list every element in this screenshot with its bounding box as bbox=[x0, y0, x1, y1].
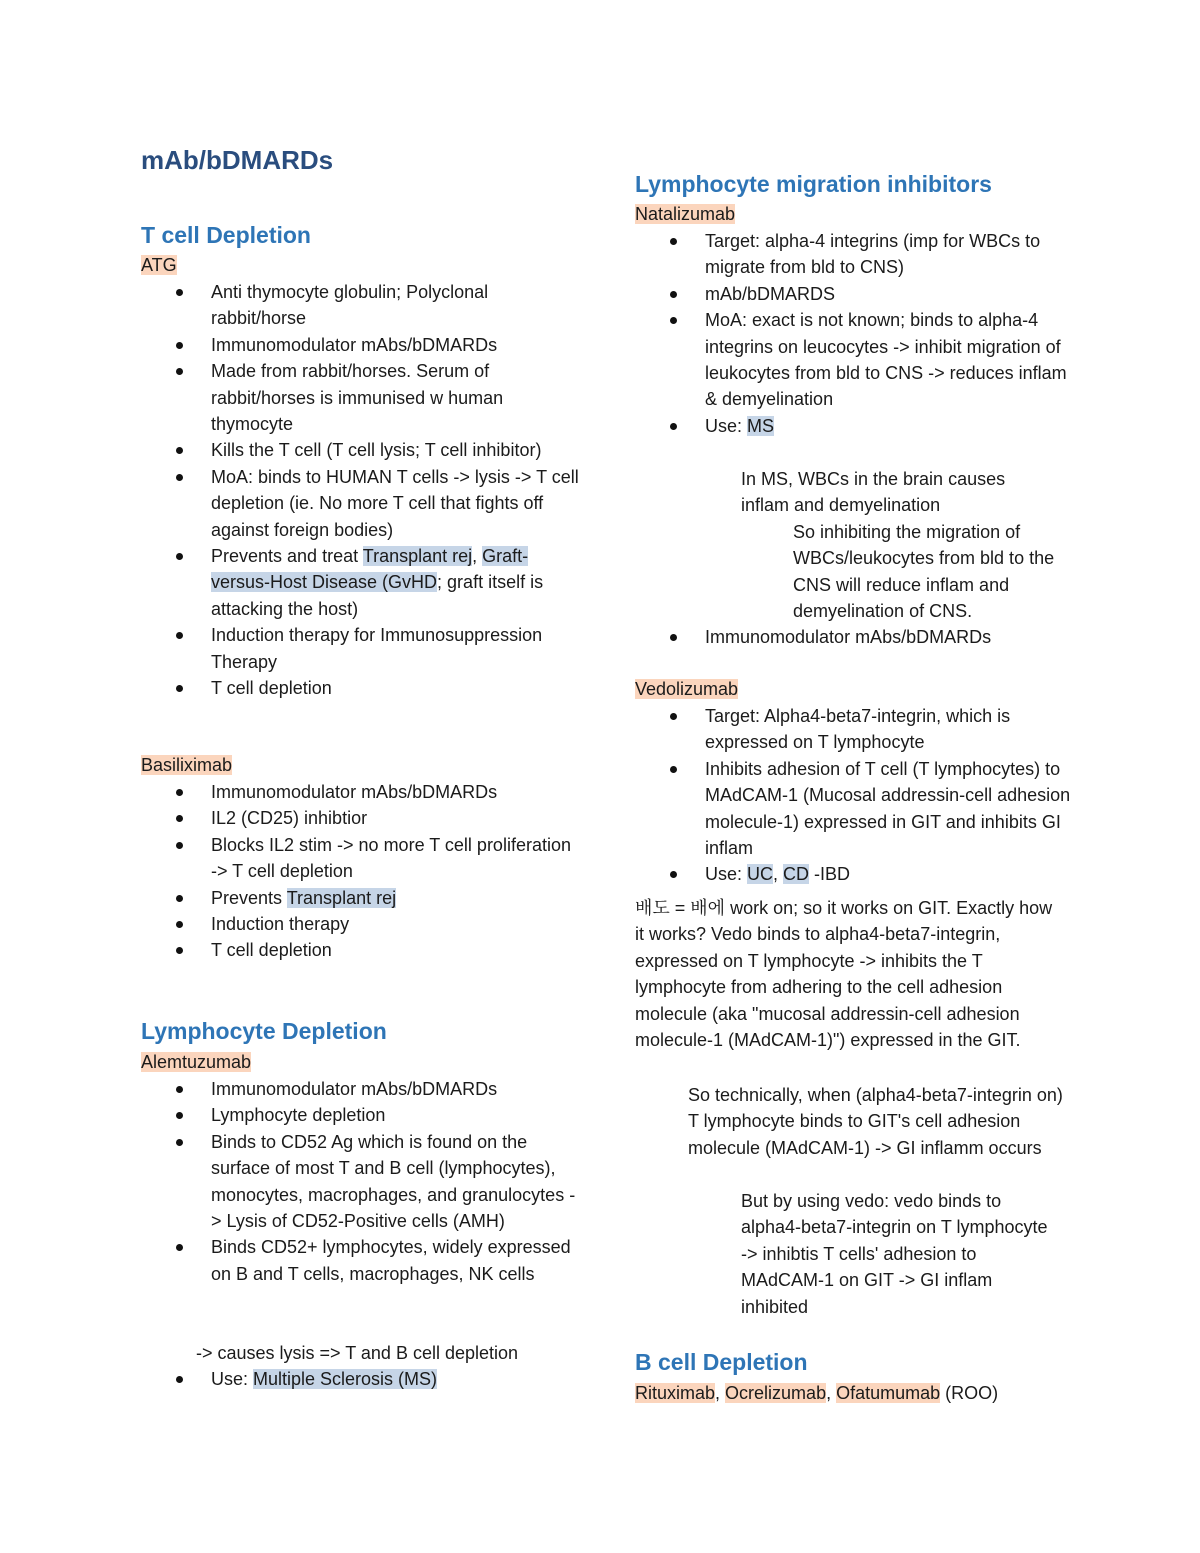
text: Prevents and treat bbox=[211, 546, 363, 567]
list-item: MoA: exact is not known; binds to alpha-4 integrins on leucocytes -> inhibit migration of leukocytes from bld to CNS -> reduces inflam & demyelination bbox=[635, 307, 1075, 413]
list-item: Binds CD52+ lymphocytes, widely expressed on B and T cells, macrophages, NK cells bbox=[141, 1234, 581, 1287]
drug-natalizumab bbox=[635, 201, 735, 227]
vedolizumab-explanation-2: So technically, when (alpha4-beta7-integrin on) T lymphocyte binds to GIT's cell adhesion molecule (MAdCAM-1) -> GI inflamm occurs bbox=[688, 1085, 1063, 1158]
list-item: Target: alpha-4 integrins (imp for WBCs to migrate from bld to CNS) bbox=[635, 228, 1075, 281]
list-item: Made from rabbit/horses. Serum of rabbit/horses is immunised w human thymocyte bbox=[141, 358, 581, 437]
drug-name: Basiliximab bbox=[141, 755, 233, 775]
vedolizumab-list bbox=[635, 703, 1075, 888]
natalizumab-list-end bbox=[635, 624, 1075, 650]
text: Prevents bbox=[211, 887, 287, 908]
list-item: Anti thymocyte globulin; Polyclonal rabbit/horse bbox=[141, 279, 581, 332]
highlight: Graft-versus-Host Disease (GvHD bbox=[211, 546, 529, 593]
basiliximab-list bbox=[141, 779, 581, 964]
drug-name: Vedolizumab bbox=[635, 679, 739, 699]
highlight: Transplant rej bbox=[362, 546, 473, 567]
alemtuzumab-use-list bbox=[141, 1366, 581, 1392]
heading-b-cell-depletion: B cell Depletion bbox=[635, 1349, 808, 1375]
list-item: Blocks IL2 stim -> no more T cell proliferation -> T cell depletion bbox=[141, 832, 581, 885]
alemtuzumab-continuation: -> causes lysis => T and B cell depletion bbox=[196, 1343, 519, 1363]
list-item-use bbox=[141, 1366, 581, 1392]
b-cell-drugs bbox=[635, 1380, 998, 1406]
list-item: Target: Alpha4-beta7-integrin, which is expressed on T lymphocyte bbox=[635, 703, 1075, 756]
list-item: Induction therapy bbox=[141, 911, 581, 937]
list-item: Lymphocyte depletion bbox=[141, 1102, 581, 1128]
list-item: IL2 (CD25) inhibtior bbox=[141, 805, 581, 831]
alemtuzumab-list bbox=[141, 1076, 581, 1287]
text: ; graft itself is attacking the host) bbox=[211, 572, 544, 619]
text: Use: bbox=[705, 415, 748, 436]
drug-atg bbox=[141, 252, 177, 278]
heading-t-cell-depletion: T cell Depletion bbox=[141, 222, 311, 248]
drug-alemtuzumab bbox=[141, 1049, 251, 1075]
list-item: T cell depletion bbox=[141, 675, 581, 701]
text: (ROO) bbox=[940, 1383, 999, 1403]
list-item: MoA: binds to HUMAN T cells -> lysis -> T cell depletion (ie. No more T cell that fights off against foreign bodies) bbox=[141, 464, 581, 543]
text: -IBD bbox=[809, 864, 851, 885]
highlight: CD bbox=[783, 864, 810, 885]
text: Use: bbox=[705, 864, 748, 885]
drug-basiliximab bbox=[141, 752, 232, 778]
natalizumab-list bbox=[635, 228, 1075, 439]
list-item: Immunomodulator mAbs/bDMARDs bbox=[141, 1076, 581, 1102]
vedolizumab-explanation: 배도 = 배에 work on; so it works on GIT. Exactly how it works? Vedo binds to alpha4-beta7-integrin, expressed on T lymphocyte -> inhibits the T lymphocyte from adhering to the cell adhesion molecule (aka "mucosal addressin-cell adhesion molecule-1 (MAdCAM-1)") expressed in the GIT. bbox=[635, 898, 1053, 1051]
list-item: Immunomodulator mAbs/bDMARDs bbox=[141, 779, 581, 805]
highlight: MS bbox=[747, 415, 775, 436]
list-item-prevents bbox=[141, 543, 581, 622]
vedolizumab-explanation-3: But by using vedo: vedo binds to alpha4-beta7-integrin on T lymphocyte -> inhibtis T cells' adhesion to MAdCAM-1 on GIT -> GI inflam inhibited bbox=[741, 1191, 1048, 1317]
drug-name: ATG bbox=[141, 255, 177, 275]
drug-name: Alemtuzumab bbox=[141, 1052, 252, 1072]
drug-name: Ofatumumab bbox=[836, 1383, 941, 1403]
natalizumab-subnote: So inhibiting the migration of WBCs/leukocytes from bld to the CNS will reduce inflam and demyelination of CNS. bbox=[793, 522, 1055, 622]
list-item: Inhibits adhesion of T cell (T lymphocytes) to MAdCAM-1 (Mucosal addressin-cell adhesion molecule-1) expressed in GIT and inhibits GI inflam bbox=[635, 756, 1075, 862]
drug-vedolizumab bbox=[635, 676, 738, 702]
text: , bbox=[472, 546, 483, 567]
list-item-use bbox=[635, 861, 1075, 887]
heading-lymphocyte-migration-inhibitors: Lymphocyte migration inhibitors bbox=[635, 171, 992, 197]
heading-lymphocyte-depletion: Lymphocyte Depletion bbox=[141, 1018, 387, 1044]
text: , bbox=[715, 1383, 726, 1403]
list-item-prevents bbox=[141, 885, 581, 911]
text: , bbox=[826, 1383, 837, 1403]
atg-list bbox=[141, 279, 581, 702]
list-item: mAb/bDMARDS bbox=[635, 281, 1075, 307]
drug-name: Ocrelizumab bbox=[725, 1383, 827, 1403]
highlight: Transplant rej bbox=[286, 887, 397, 908]
list-item: T cell depletion bbox=[141, 937, 581, 963]
text: , bbox=[773, 864, 784, 885]
list-item: Induction therapy for Immunosuppression Therapy bbox=[141, 622, 581, 675]
natalizumab-note: In MS, WBCs in the brain causes inflam and demyelination bbox=[741, 469, 1006, 516]
list-item-use bbox=[635, 413, 1075, 439]
list-item: Immunomodulator mAbs/bDMARDs bbox=[141, 332, 581, 358]
drug-name: Natalizumab bbox=[635, 204, 736, 224]
page-title: mAb/bDMARDs bbox=[141, 145, 334, 175]
text: Use: bbox=[211, 1369, 254, 1389]
list-item: Immunomodulator mAbs/bDMARDs bbox=[635, 624, 1075, 650]
highlight: UC bbox=[747, 864, 774, 885]
highlight: Multiple Sclerosis (MS) bbox=[253, 1369, 438, 1389]
list-item: Binds to CD52 Ag which is found on the surface of most T and B cell (lymphocytes), monocytes, macrophages, and granulocytes -> Lysis of CD52-Positive cells (AMH) bbox=[141, 1129, 581, 1235]
list-item: Kills the T cell (T cell lysis; T cell inhibitor) bbox=[141, 437, 581, 463]
drug-name: Rituximab bbox=[635, 1383, 716, 1403]
